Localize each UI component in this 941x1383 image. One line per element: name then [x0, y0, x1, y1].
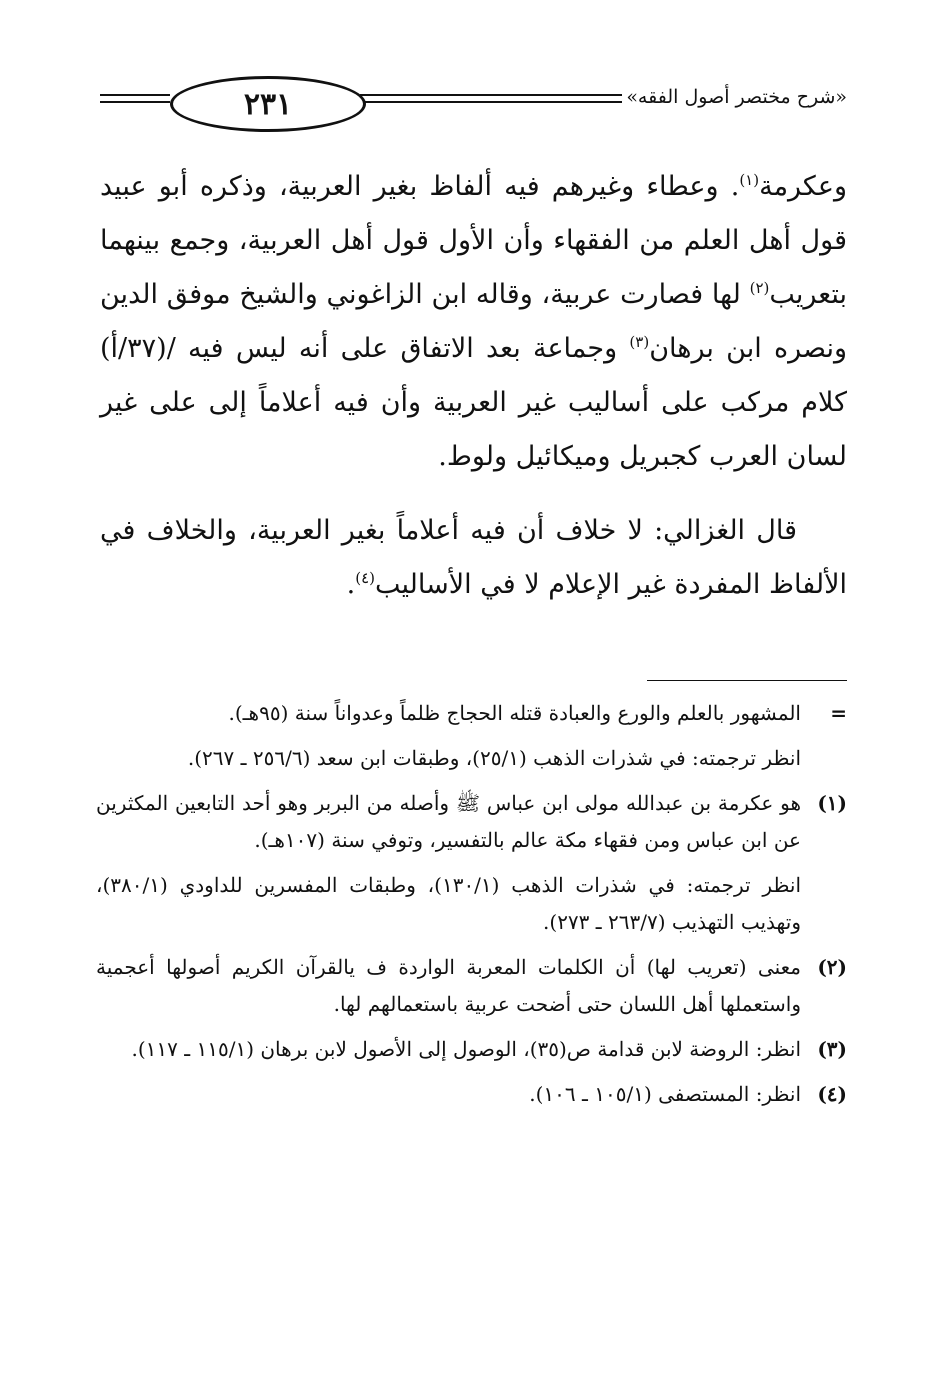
header-rule-left: [100, 94, 170, 96]
footnote-number: (٣): [817, 1037, 847, 1061]
body-paragraph-2: قال الغزالي: لا خلاف أن فيه أعلاماً بغير العربية، والخلاف في الألفاظ المفردة غير الإعلام لا في الأساليب$^{(٤)}$.: [100, 515, 847, 600]
header-rule-right: [360, 94, 622, 96]
body-paragraph-1: وعكرمة$^{(١)}$. وعطاء وغيرهم فيه ألفاظ بغير العربية، وذكره أبو عبيد قول أهل العلم من الفقهاء وأن الأول قول أهل العربية، وجمع بينهما بتعريب$^{(٢)}$ لها فصارت عربية، وقاله ابن الزاغوني والشيخ موفق الدين ونصره ابن برهان$^{(٣)}$ وجماعة بعد الاتفاق على أنه ليس فيه /(٣٧/أ) كلام مركب على أساليب غير العربية وأن فيه أعلاماً إلى على غير لسان العرب كجبريل وميكائيل ولوط.: [100, 171, 848, 472]
footnote-number: (١): [817, 791, 847, 815]
footnote-ref-2[interactable]: (٢): [749, 279, 770, 297]
continuation-marker: =: [830, 701, 847, 725]
footnote-reference: انظر ترجمته: في شذرات الذهب (١٣٠/١)، وطبقات المفسرين للداودي (٣٨٠/١)، وتهذيب التهذيب (٢٦٣/٧ ـ ٢٧٣).: [96, 873, 801, 934]
main-text: [100, 160, 847, 612]
footnote-ref-1[interactable]: (١): [739, 171, 760, 189]
footnote-text: معنى (تعريب لها) أن الكلمات المعربة الواردة ف يالقرآن الكريم أصولها أعجمية واستعملها أهل اللسان حتى أضحت عربية باستعمالهم لها.: [96, 955, 801, 1016]
footnote-1: [96, 785, 847, 941]
page-number-oval: [170, 76, 366, 132]
header-rule-right-2: [360, 101, 622, 103]
footnote-reference: انظر ترجمته: في شذرات الذهب (٢٥/١)، وطبقات ابن سعد (٢٥٦/٦ ـ ٢٦٧).: [187, 746, 801, 770]
footnote-3: [96, 1031, 847, 1068]
footnote-4: [96, 1076, 847, 1113]
footnote-ref-4[interactable]: (٤): [355, 569, 375, 587]
footnote-number: (٢): [817, 955, 847, 979]
footnote-ref-3[interactable]: (٣): [629, 333, 650, 351]
header-rule-left-2: [100, 101, 170, 103]
footnote-continued: [96, 695, 847, 777]
footnote-text: هو عكرمة بن عبدالله مولى ابن عباس ﷺ وأصله من البربر وهو أحد التابعين المكثرين عن ابن عباس ومن فقهاء مكة عالم بالتفسير، وتوفي سنة (١٠٧هـ).: [96, 791, 801, 852]
footnote-divider: [647, 680, 847, 681]
footnotes: [96, 695, 847, 1121]
book-title: «شرح مختصر أصول الفقه»: [626, 86, 847, 108]
footnote-text: المشهور بالعلم والورع والعبادة قتله الحجاج ظلماً وعدواناً سنة (٩٥هـ).: [228, 701, 801, 725]
footnote-text: انظر: المستصفى (١٠٥/١ ـ ١٠٦).: [529, 1082, 801, 1106]
page-header: [100, 66, 847, 136]
footnote-text: انظر: الروضة لابن قدامة ص(٣٥)، الوصول إلى الأصول لابن برهان (١١٥/١ ـ ١١٧).: [131, 1037, 801, 1061]
page-number: ٢٣١: [243, 86, 293, 122]
footnote-number: (٤): [817, 1082, 847, 1106]
footnote-2: [96, 949, 847, 1023]
